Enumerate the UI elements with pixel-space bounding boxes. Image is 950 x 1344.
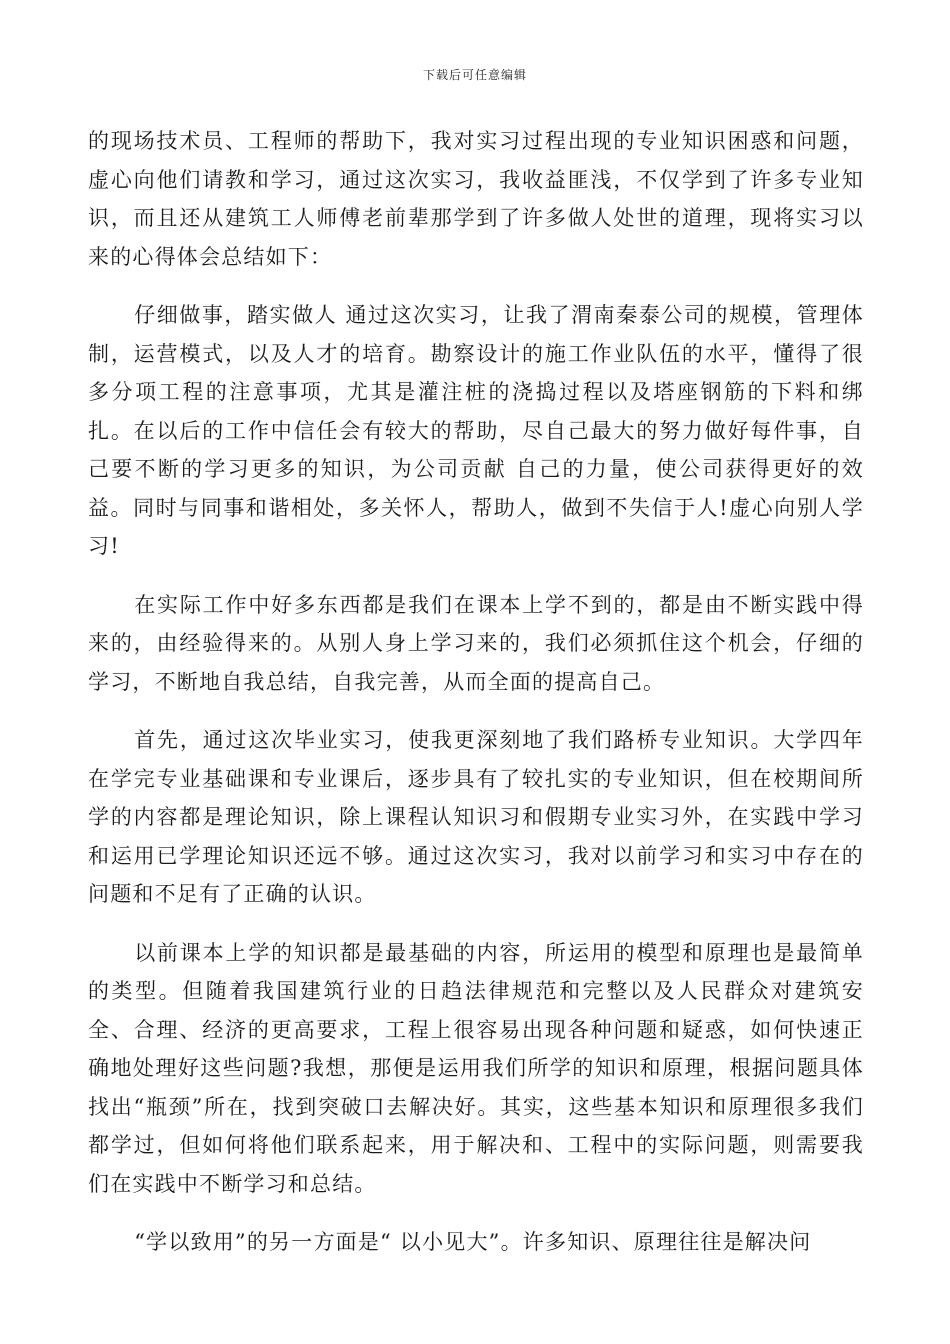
document-body xyxy=(88,122,864,1282)
paragraph-5: 以前课本上学的知识都是最基础的内容，所运用的模型和原理也是最简单的类型。但随着我国建筑行业的日趋法律规范和完整以及人民群众对建筑安全、合理、经济的更高要求，工程上很容易出现各种问题和疑惑，如何快速正确地处理好这些问题?我想，那便是运用我们所学的知识和原理，根据问题具体找出“瓶颈”所在，找到突破口去解决好。其实，这些基本知识和原理很多我们都学过，但如何将他们联系起来，用于解决和、工程中的实际问题，则需要我们在实践中不断学习和总结。 xyxy=(88,940,864,1196)
page-header: 下载后可任意编辑 xyxy=(422,68,527,82)
paragraph-4: 首先，通过这次毕业实习，使我更深刻地了我们路桥专业知识。大学四年在学完专业基础课和专业课后，逐步具有了较扎实的专业知识，但在校期间所学的内容都是理论知识，除上课程认知识习和假期专业实习外，在实践中学习和运用已学理论知识还远不够。通过这次实习，我对以前学习和实习中存在的问题和不足有了正确的认识。 xyxy=(88,728,864,906)
paragraph-6: “学以致用”的另一方面是“ 以小见大”。许多知识、原理往往是解决问 xyxy=(134,1230,812,1254)
paragraph-1: 的现场技术员、工程师的帮助下，我对实习过程出现的专业知识困惑和问题，虚心向他们请教和学习，通过这次实习，我收益匪浅，不仅学到了许多专业知识，而且还从建筑工人师傅老前辈那学到了许多做人处世的道理，现将实习以来的心得体会总结如下： xyxy=(88,129,864,269)
paragraph-3: 在实际工作中好多东西都是我们在课本上学不到的，都是由不断实践中得来的，由经验得来的。从别人身上学习来的，我们必须抓住这个机会，仔细的学习，不断地自我总结，自我完善，从而全面的提高自己。 xyxy=(88,592,864,694)
paragraph-2: 仔细做事，踏实做人 通过这次实习，让我了渭南秦泰公司的规模，管理体制，运营模式，以及人才的培育。勘察设计的施工作业队伍的水平，懂得了很多分项工程的注意事项，尤其是灌注桩的浇捣过程以及塔座钢筋的下料和绑扎。在以后的工作中信任会有较大的帮助，尽自己最大的努力做好每件事，自己要不断的学习更多的知识，为公司贡献 自己的力量，使公司获得更好的效益。同时与同事和谐相处，多关怀人，帮助人，做到不失信于人!虚心向别人学习! xyxy=(88,303,864,558)
